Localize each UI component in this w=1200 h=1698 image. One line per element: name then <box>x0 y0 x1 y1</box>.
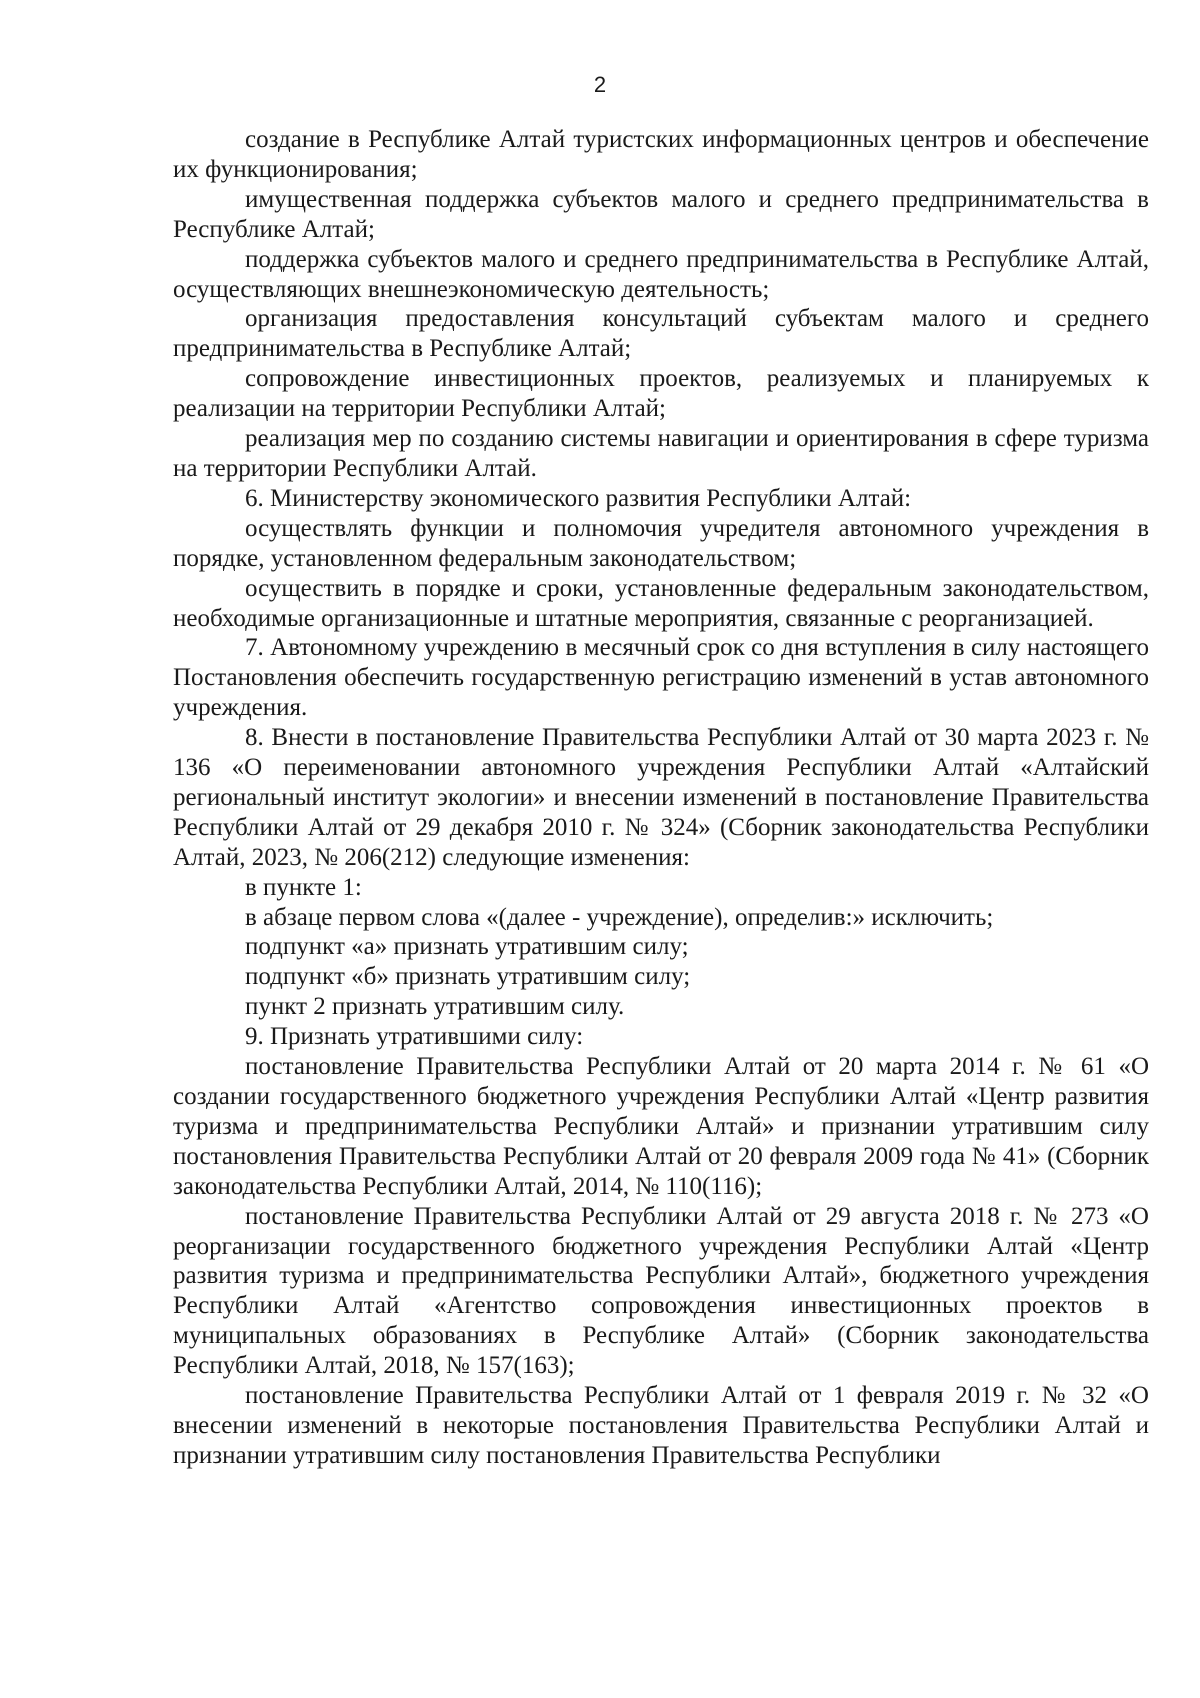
page-number: 2 <box>593 72 607 97</box>
amendment-first-paragraph: в абзаце первом слова «(далее - учреждение), определив:» исключить; <box>245 903 994 931</box>
amendment-subpoint-a: подпункт «а» признать утратившим силу; <box>245 933 689 961</box>
item-9-heading: 9. Признать утратившими силу: <box>245 1023 584 1051</box>
item-8: 8. Внести в постановление Правительства Республики Алтай от 30 марта 2023 г. № 136 «О переименовании автономного учреждения Республики Алтай «Алтайский региональный институт экологии» и внесении изменений в постановление Правительства Республики Алтай от 29 декабря 2010 г. № 324» (Сборник законодательства Республики Алтай, 2023, № 206(212) следующие изменения: <box>173 724 1149 871</box>
paragraph-property-support: имущественная поддержка субъектов малого и среднего предпринимательства в Республике Алтай; <box>173 185 1149 243</box>
paragraph-consultations: организация предоставления консультаций субъектам малого и среднего предпринимательства в Республике Алтай; <box>173 305 1149 363</box>
paragraph-founder-functions: осуществлять функции и полномочия учредителя автономного учреждения в порядке, установленном федеральным законодательством; <box>173 514 1149 572</box>
amendment-subpoint-b: подпункт «б» признать утратившим силу; <box>245 963 691 991</box>
item-6-heading: 6. Министерству экономического развития Республики Алтай: <box>245 484 912 512</box>
paragraph-foreign-trade-support: поддержка субъектов малого и среднего предпринимательства в Республике Алтай, осуществляющих внешнеэкономическую деятельность; <box>173 245 1149 303</box>
paragraph-reorganization-measures: осуществить в порядке и сроки, установленные федеральным законодательством, необходимые организационные и штатные мероприятия, связанные с реорганизацией. <box>173 574 1149 632</box>
item-7: 7. Автономному учреждению в месячный срок со дня вступления в силу настоящего Постановления обеспечить государственную регистрацию изменений в устав автономного учреждения. <box>173 634 1149 722</box>
paragraph-investment-projects: сопровождение инвестиционных проектов, реализуемых и планируемых к реализации на территории Республики Алтай; <box>173 365 1149 423</box>
amendment-point-2: пункт 2 признать утратившим силу. <box>245 993 625 1021</box>
repealed-resolution-273: постановление Правительства Республики Алтай от 29 августа 2018 г. № 273 «О реорганизации государственного бюджетного учреждения Республики Алтай «Центр развития туризма и предпринимательства Республики Алтай», бюджетного учреждения Республики Алтай «Агентство сопровождения инвестиционных проектов в муниципальных образованиях в Республике Алтай» (Сборник законодательства Республики Алтай, 2018, № 157(163); <box>173 1202 1149 1380</box>
paragraph-navigation-system: реализация мер по созданию системы навигации и ориентирования в сфере туризма на территории Республики Алтай. <box>173 425 1149 482</box>
amendment-point-1: в пункте 1: <box>245 873 362 901</box>
document-body <box>173 125 1149 1471</box>
paragraph-tourist-centers: создание в Республике Алтай туристских информационных центров и обеспечение их функционирования; <box>173 126 1149 183</box>
repealed-resolution-32: постановление Правительства Республики Алтай от 1 февраля 2019 г. № 32 «О внесении изменений в некоторые постановления Правительства Республики Алтай и признании утратившим силу постановления Правительства Республики <box>173 1382 1149 1469</box>
repealed-resolution-61: постановление Правительства Республики Алтай от 20 марта 2014 г. № 61 «О создании государственного бюджетного учреждения Республики Алтай «Центр развития туризма и предпринимательства Республики Алтай» и признании утратившим силу постановления Правительства Республики Алтай от 20 февраля 2009 года № 41» (Сборник законодательства Республики Алтай, 2014, № 110(116); <box>173 1053 1149 1200</box>
